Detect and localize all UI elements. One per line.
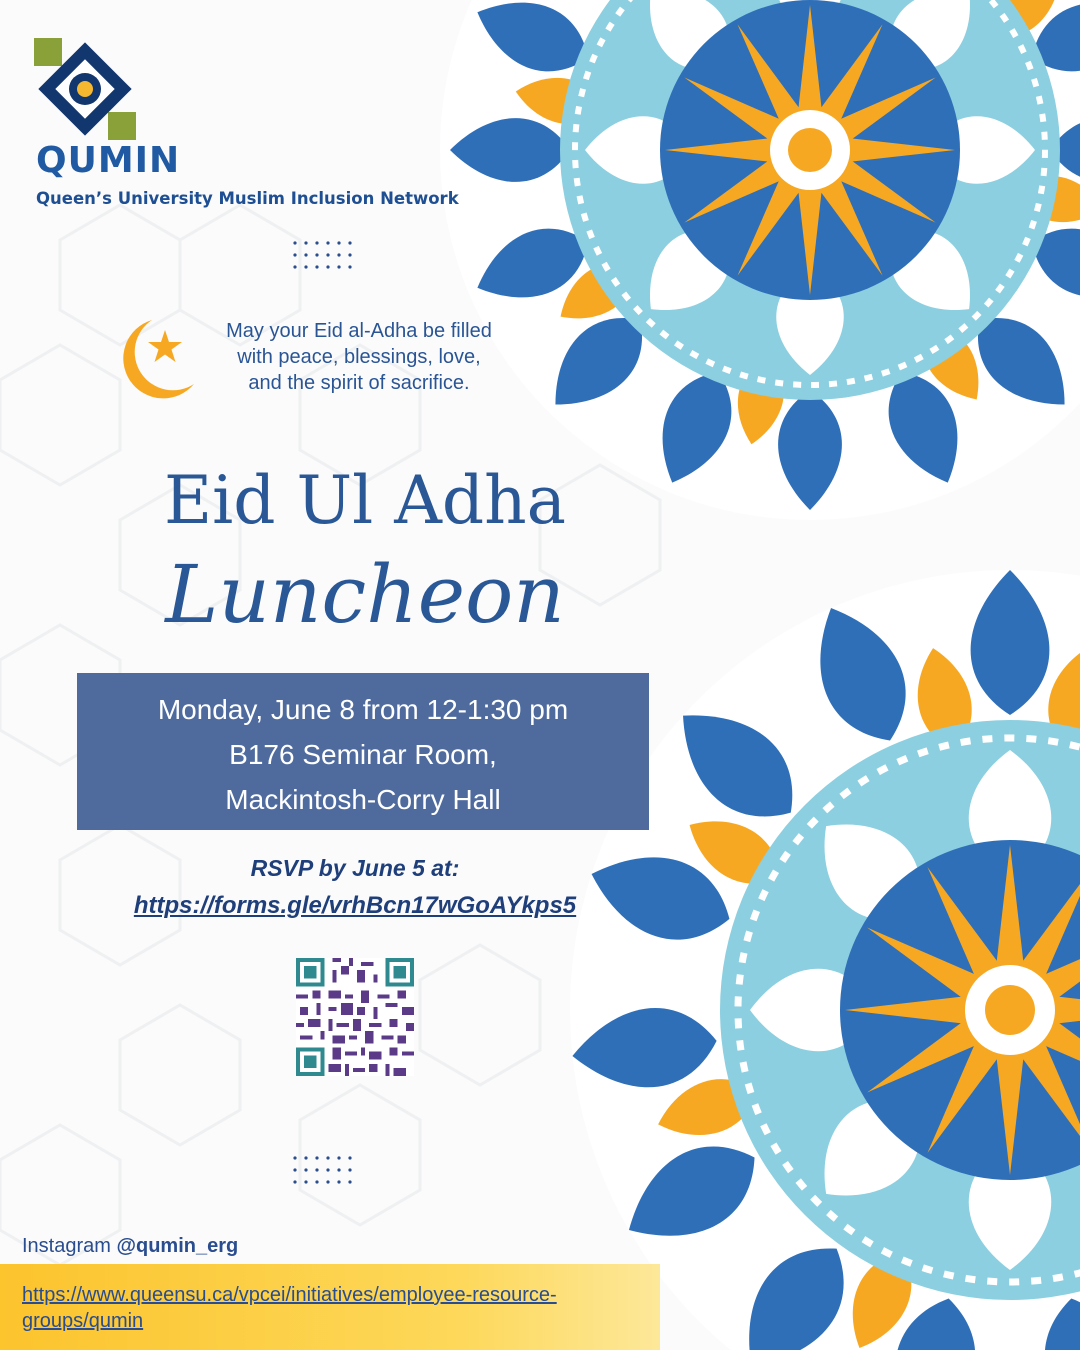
- instagram-prefix: Instagram: [22, 1235, 117, 1257]
- greeting-message: May your Eid al-Adha be filled with peace, blessings, love, and the spirit of sacrifice.: [226, 320, 492, 394]
- event-date-time: Monday, June 8 from 12-1:30 pm: [157, 694, 569, 725]
- event-title-line2: Luncheon: [165, 548, 565, 641]
- org-full-name: Queen’s University Muslim Inclusion Network: [36, 189, 459, 208]
- event-room: B176 Seminar Room,: [229, 739, 497, 770]
- rsvp-link[interactable]: https://forms.gle/vrhBcn17wGoAYkps5: [133, 892, 577, 919]
- event-details-box: [77, 673, 649, 830]
- dot-grid-icon: [292, 1155, 354, 1185]
- dot-grid-icon: [292, 240, 354, 270]
- event-title-line1: Eid Ul Adha: [164, 462, 566, 539]
- rsvp-label: RSVP by June 5 at:: [250, 855, 460, 881]
- mandala-ornament-icon: [430, 0, 1080, 530]
- qr-code-icon[interactable]: [296, 958, 414, 1076]
- org-name: QUMIN: [36, 140, 181, 181]
- instagram-handle[interactable]: @qumin_erg: [116, 1235, 239, 1257]
- instagram-line: [22, 1235, 238, 1258]
- qumin-logo-icon: [30, 34, 140, 144]
- crescent-star-icon: [108, 314, 200, 404]
- website-link[interactable]: https://www.queensu.ca/vpcei/initiatives/employee-resource-groups/qumin: [22, 1284, 557, 1332]
- event-building: Mackintosh-Corry Hall: [225, 784, 501, 815]
